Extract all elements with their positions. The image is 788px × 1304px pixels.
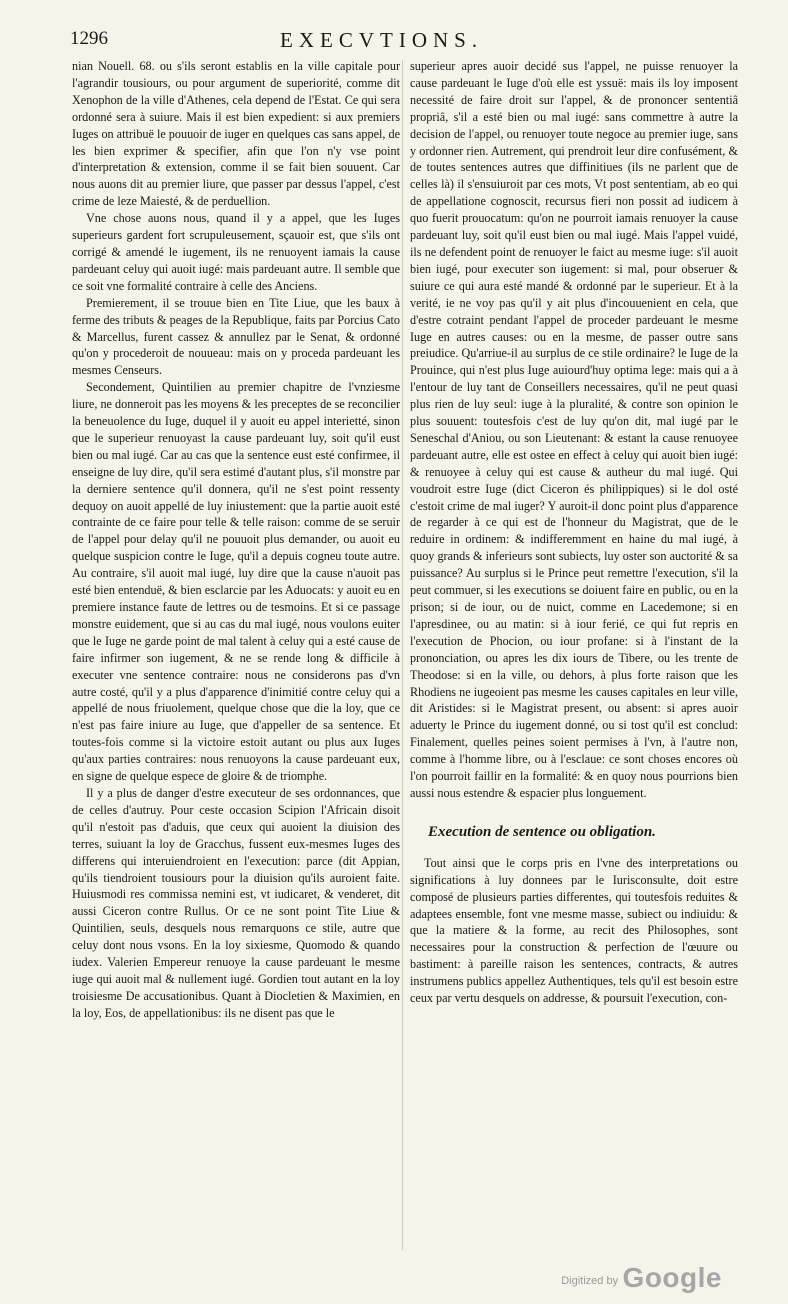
paragraph: superieur apres auoir decidé sus l'appel, ne puisse renuoyer la cause pardeuant le Iuge d'où elle est yssuë: mais ils loy imposent necessité de faire droit sur l'appel, & de prononcer sententiâ propriâ, s'il a esté bien ou mal iugé: sans commettre à autre la decision de l'appel, ou renuoyer toute negoce au premier iuge, sans y ordonner rien. Autrement, qui prendroit leur dire confusément, & de toutes sentences autres que diffinitiues (ils ne parlent que de celles là) il s'ensuiuroit par ces mots, Vt post sententiam, ab eo qui de appellatione cognoscit, recursus fieri non possit ad iudicem à quo fuerit prouocatum: qu'on ne pourroit iamais renuoyer la cause pardeuant luy, soit qu'il eust bien ou mal iugé. Mais l'appel vuidé, ils ne defendent point de renuoyer le faict au mesme iuge: s'il auoit bien iugé, pour executer son iugement: si mal, pour obseruer & suiure ce qui aura esté mandé & ordonné par le superieur. Et à la verité, ie ne voy pas qu'il y ait plus d'incouuenient en cela, que d'estre cotraint pendant l'appel de proceder pardeuant le mesme Iuge en autres causes: ou en la mesme, de passer outre sans preiudice. Qu'arriue-il au surplus de ce stile ordinaire? le Iuge de la Prouince, qui n'est plus Iuge auiourd'huy optima lege: mais qui a à l'entour de luy tant de Conseillers necessaires, qu'il ne peut quasi plus rien de luy seul: iuge à la pluralité, & contre son opinion le plus souuent: toutesfois c'est de luy qu'on dit, mal iugé par le Seneschal d'Aniou, ou son Lieutenant: & estant la cause renuoyee pardeuant autre, elle est ostee en effect à celuy qui auoit bien iugé: & renuoyee à celuy qui est cause & autheur du mal iugé. Qui voudroit estre Iuge (dict Ciceron és philippiques) si le dol osté c'estoit crime de mal iuger? Y auroit-il donc point plus d'apparence de regarder à ce qui est de l'honneur du Magistrat, que de le reduire in ordinem: & indifferemment en haine du mal iugé, à quoy grands & inferieurs sont subiects, luy oster son auctorité & sa puissance? Au surplus si le Prince peut remettre l'execution, s'il la peut commuer, si les executions se doiuent faire en public, ou en la prison; si de iour, ou de nuict, comme en Lacedemone; si en l'apresdinee, ou au matin: si à iour ferié, ce qui fut repris en l'execution de Phocion, ou iour profane: si à l'instant de la prononciation, ou apres les dix iours de Tibere, ou les trente de Theodose: si en la ville, ou dehors, à plus forte raison que les Rhodiens ne iugeoient pas mesme les causes capitales en leur ville, dit Aristides: si le Magistrat present, ou absent: si apres auoir aduerty le Prince du iugement donné, ou si tost qu'il est conclud: Finalement, quelles peines soient permises à l'vn, à l'autre non, comme à l'homme libre, ou à l'esclaue: ce sont choses encores où l'on pourroit faillir en la formalité: & en quoy nous pourrions bien aussi nous estendre & espacier plus longuement. xyxy=(410,59,738,800)
paragraph: Tout ainsi que le corps pris en l'vne des interpretations ou significations à luy donnees par le Iurisconsulte, doit estre composé de plusieurs parties differentes, qui toutesfois reduites & adaptees ensemble, font vne mesme masse, subiect ou indiuidu: & que la matiere & la forme, au recit des Philosophes, sont necessaires pour la construction & perfection de l'œuure ou bastiment: à pareille raison les sentences, contracts, & autres instrumens publics appellez Authentiques, tels qu'il est besoin estre ceux par vertu desquels on addresse, & poursuit l'execution, con- xyxy=(410,855,738,1006)
google-watermark xyxy=(561,1262,722,1294)
paragraph: Il y a plus de danger d'estre executeur de ses ordonnances, que de celles d'autruy. Pour ceste occasion Scipion l'Africain disoit qu'il n'estoit pas d'aduis, que ceux qui auoient la diuision des terres, suiuant la loy de Gracchus, fussent eux-mesmes Iuges des differens qui interuiendroient en l'execution: parce (dit Appian, qu'ils tiendroient tousiours pour la diuision qu'ils auroient faite. Huiusmodi res commissa nemini est, vt iudicaret, & venderet, dit aussi Ciceron contre Rullus. Or ce ne sont point Tite Liue & Quintilien, seuls, desquels nous remarquons ce stile, autre que celuy dont nous vsons. En la loy sixiesme, Quomodo & quando iudex. Valerien Empereur renuoye la cause pardeuant le mesme iuge qui auoit mal & nullement iugé. Gordien tout autant en la loy troisiesme De accusationibus. Quant à Diocletien & Maximien, en la loy, Eos, de appellationibus: ils ne disent pas que le xyxy=(72,785,400,1020)
watermark-prefix: Digitized by xyxy=(561,1275,619,1287)
paragraph: Premierement, il se trouue bien en Tite Liue, que les baux à ferme des tributs & peages de la Republique, faits par Porcius Cato & Marcellus, furent cassez & annullez par le Senat, & ordonné qu'on y procederoit de nouueau: mais on y proceda pardeuant les mesmes Censeurs. xyxy=(72,295,400,378)
left-column xyxy=(72,58,400,1022)
column-divider xyxy=(402,60,403,1250)
running-title: EXECVTIONS. xyxy=(280,28,484,52)
paragraph: nian Nouell. 68. ou s'ils seront establis en la ville capitale pour l'agrandir tousiours, ou pour argument de superiorité, comme dit Xenophon de la ville d'Athenes, cela depend de l'Estat. Ce qui sera ordonné sera à suiure. Mais il est bien expedient: si aux premiers Iuges on attribuë le pouuoir de iuger en quelques cas sans appel, de les bien exprimer & specifier, afin que l'on n'y vse point d'interpretation & extension, comme il se fait bien souuent. Car nous auons dit au premier liure, que passer par dessus l'appel, c'est crime de leze Maiesté, & de perduellion. xyxy=(72,59,400,209)
right-column xyxy=(410,58,738,1007)
paragraph: Secondement, Quintilien au premier chapitre de l'vnziesme liure, ne donneroit pas les moyens & les preceptes de se reconcilier la beneuolence du Iuge, duquel il y auoit eu appel interietté, sinon que le superieur renuoyast la cause pardeuant luy, soit qu'il eust bien ou mal iugé. Car au cas que la sentence eust esté confirmee, il enseigne de luy dire, qu'il sera estimé d'autant plus, s'il monstre par la derniere sentence qu'il donnera, qu'il ne s'est point ressenty dequoy on auoit appellé de luy iniustement: que la partie auoit esté contrainte de ce faire pour telle & telle raison: comme de se seruir de l'appel pour delay qu'il ne pouuoit plus demander, ou auoit eu quelque suspicion contre le Iuge, qu'il a depuis cogneu toute autre. Au contraire, s'il auoit mal iugé, luy dire que la cause n'auoit pas esté bien entenduë, & bien esclarcie par les Aduocats: y auoit eu en premiere instance faute de lettres ou de tesmoins. Et si ce passage monstre euidement, que si au cas du mal iugé, nous voulons euiter que le Iuge ne garde point de mal talent à celuy qui a esté cause de faire infirmer son iugement, & ne se rende long & difficile à executer vne sentence contraire: nous ne considerons pas d'vn autre costé, qu'il y a plus d'apparence d'inimitié contre celuy qui a appellé de nous friuolement, quelque chose que die la loy, que ce n'est pas faire iniure au Iuge, que d'appeller de sa sentence. Et toutes-fois comme si la victoire estoit autant ou plus aux Iuges qu'aux parties contraires: nous renuoyons la cause pardeuant eux, en signe de quelque espece de gloire & de triomphe. xyxy=(72,380,400,784)
google-logo: Google xyxy=(622,1262,722,1293)
paragraph: Vne chose auons nous, quand il y a appel, que les Iuges superieurs gardent fort scrupuleusement, sçauoir est, que s'ils ont corrigé & amendé le iugement, ils ne renuoyent iamais la cause pardeuant celuy qui auoit iugé: mais pardeuant autre. Il semble que ce soit vne formalité contraire à celle des Anciens. xyxy=(72,211,400,293)
page-header xyxy=(70,28,730,54)
section-heading: Execution de sentence ou obligation. xyxy=(428,823,656,840)
page-number: 1296 xyxy=(70,28,108,49)
